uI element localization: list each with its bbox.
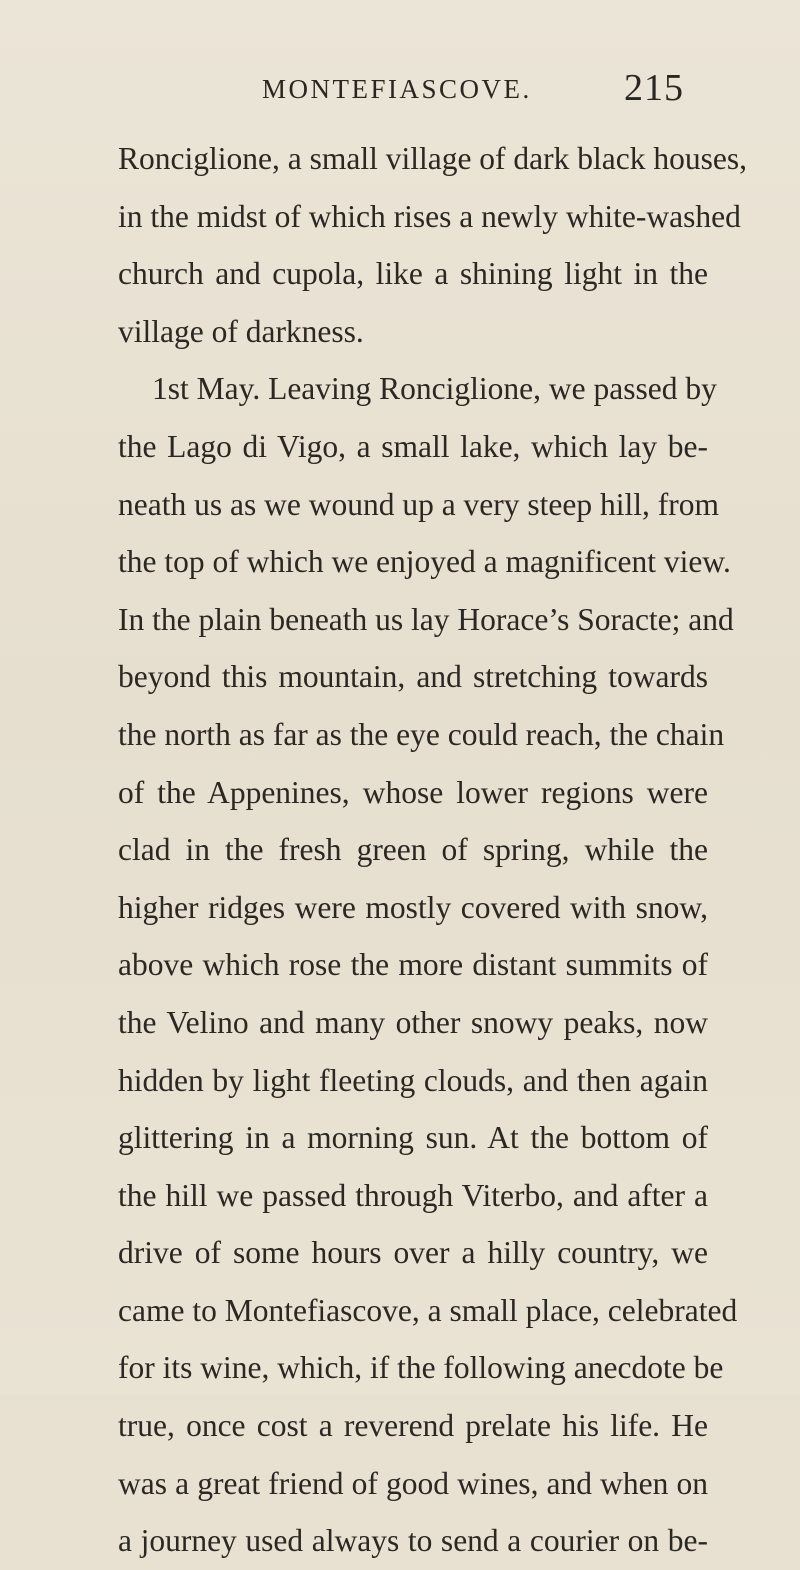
body-text: [118, 130, 747, 1570]
text-line: above which rose the more distant summits of: [118, 947, 708, 983]
text-line: In the plain beneath us lay Horace’s Soracte; and: [118, 601, 734, 637]
text-line: of the Appenines, whose lower regions were: [118, 774, 708, 810]
running-head: MONTEFIASCOVE.: [262, 74, 532, 104]
text-line: the top of which we enjoyed a magnificent view.: [118, 544, 731, 580]
text-line: village of darkness.: [118, 313, 364, 349]
text-line: the Lago di Vigo, a small lake, which lay be-: [118, 428, 708, 464]
text-line: came to Montefiascove, a small place, celebrated: [118, 1292, 738, 1328]
text-line: church and cupola, like a shining light in the: [118, 256, 708, 292]
text-line: true, once cost a reverend prelate his life. He: [118, 1408, 708, 1444]
page-number: 215: [624, 67, 684, 109]
text-line: neath us as we wound up a very steep hill, from: [118, 486, 719, 522]
page-header: [0, 67, 800, 110]
text-line: for its wine, which, if the following anecdote be: [118, 1350, 724, 1386]
text-line: the Velino and many other snowy peaks, now: [118, 1004, 708, 1040]
text-line: beyond this mountain, and stretching towards: [118, 659, 708, 695]
text-line: the hill we passed through Viterbo, and after a: [118, 1177, 708, 1213]
text-line: 1st May. Leaving Ronciglione, we passed by: [152, 371, 717, 407]
text-line: in the midst of which rises a newly white-washed: [118, 198, 741, 234]
text-line: a journey used always to send a courier on be-: [118, 1523, 708, 1559]
text-line: was a great friend of good wines, and when on: [118, 1465, 708, 1501]
text-line: drive of some hours over a hilly country, we: [118, 1235, 708, 1271]
text-line: hidden by light fleeting clouds, and then again: [118, 1062, 708, 1098]
text-line: glittering in a morning sun. At the bottom of: [118, 1120, 708, 1156]
text-line: clad in the fresh green of spring, while the: [118, 832, 708, 868]
text-line: Ronciglione, a small village of dark black houses,: [118, 141, 747, 176]
text-line: higher ridges were mostly covered with snow,: [118, 889, 708, 925]
text-line: the north as far as the eye could reach, the chain: [118, 716, 725, 752]
